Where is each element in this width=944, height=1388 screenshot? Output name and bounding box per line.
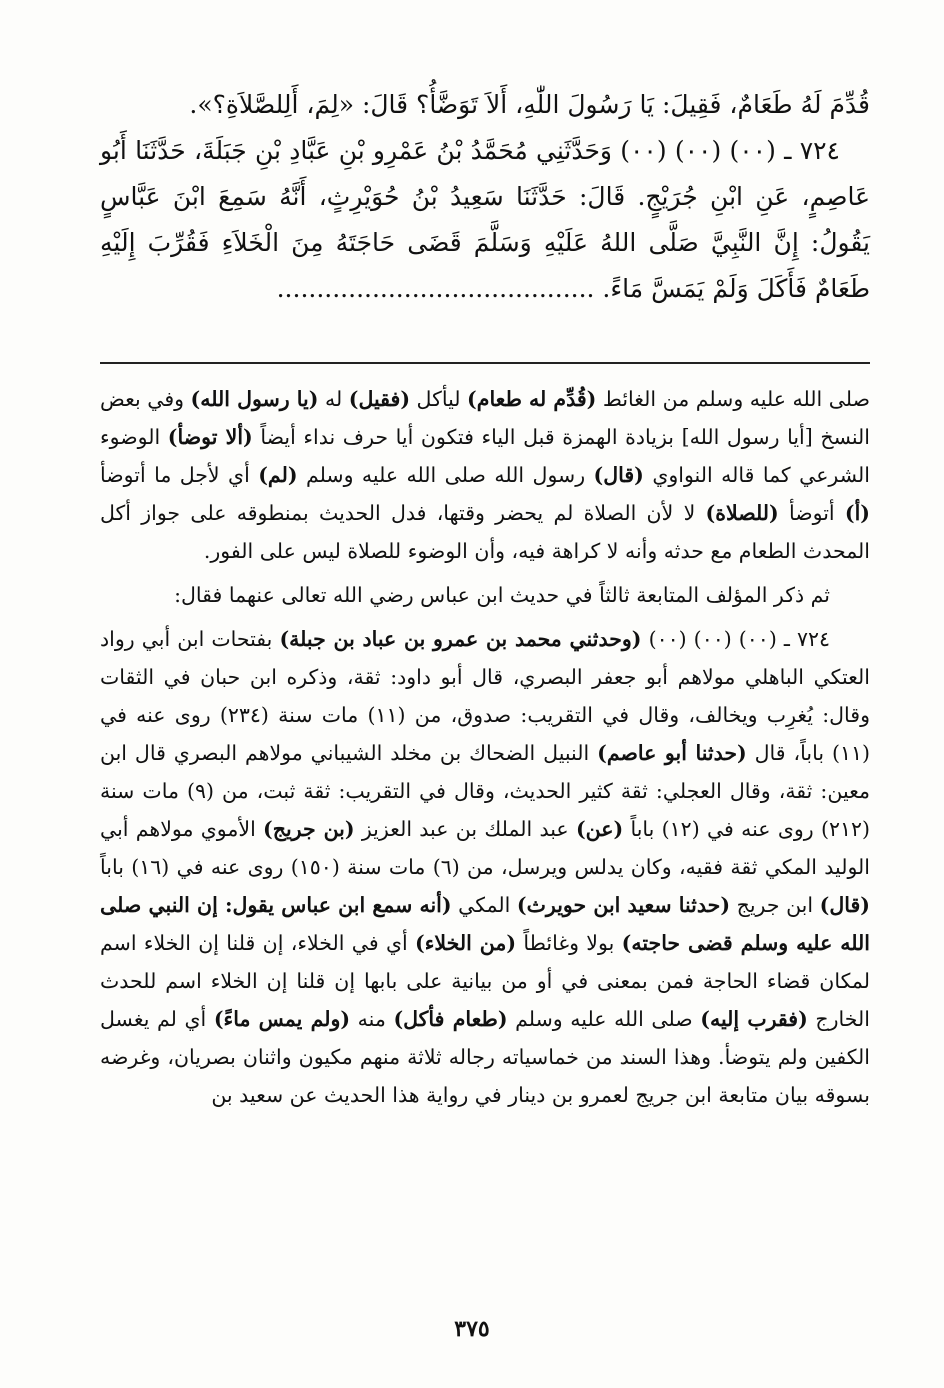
bold-quote-run: (فقيل) (348, 387, 411, 411)
bold-quote-run: (لم) (258, 463, 298, 487)
text-run: الأموي مولاهم أبي الوليد المكي ثقة فقيه، وكان يدلس ويرسل، من (٦) مات سنة (١٥٠) روى عنه في (١٦) باباً (100, 817, 870, 879)
text-run: الوضوء الشرعي كما قاله النواوي (100, 425, 870, 487)
commentary-paragraph-1 (100, 380, 870, 570)
commentary-block (100, 380, 870, 1114)
bold-quote-run: (حدثنا أبو عاصم) (597, 741, 747, 765)
bold-quote-run: (أنه سمع ابن عباس يقول: إن النبي صلى الله عليه وسلم قضى حاجته) (100, 893, 870, 955)
text-run: أي في الخلاء، إن قلنا إن الخلاء اسم لمكان قضاء الحاجة فمن بمعنى في أو من بيانية على بابها إن قلنا إن الخلاء اسم للحدث الخارج (100, 931, 870, 1031)
text-run: أتوضأ (778, 501, 845, 525)
bold-quote-run: (ألا توضأ) (167, 425, 253, 449)
text-run: صلى الله عليه وسلم من الغائط (596, 387, 871, 411)
text-run: المكي (451, 893, 517, 917)
text-run: وفي بعض النسخ [أيا رسول الله] بزيادة الهمزة قبل الياء فتكون أيا حرف نداء أيضاً (100, 387, 870, 449)
text-run: لا لأن الصلاة لم يحضر وقتها، فدل الحديث بمنطوقه على جواز أكل المحدث الطعام مع حدثه وأنه لا كراهة فيه، وأن الوضوء للصلاة ليس على الفور. (100, 501, 870, 563)
bold-quote-run: (قُدِّم له طعام) (467, 387, 597, 411)
bold-quote-run: (يا رسول الله) (190, 387, 319, 411)
text-run: ٧٢٤ ـ (٠٠) (٠٠) (٠٠) (641, 627, 831, 651)
text-run: صلى الله عليه وسلم (507, 1007, 701, 1031)
text-run: النبيل الضحاك بن مخلد الشيباني مولاهم البصري قال ابن معين: ثقة، وقال العجلي: ثقة كثير الحديث، وقال في التقريب: ثقة ثبت، من (٩) مات سنة (٢١٢) روى عنه في (١٢) باباً (100, 741, 871, 841)
text-run: بفتحات ابن أبي رواد العتكي الباهلي مولاهم أبو جعفر البصري، قال أبو داود: ثقة، وذكره ابن حبان في الثقات وقال: يُغرِب ويخالف، وقال في التقريب: صدوق، من (١١) مات سنة (٢٣٤) روى عنه في (١١) باباً، قال (100, 627, 870, 765)
text-run: أي لأجل ما أتوضأ (100, 463, 259, 487)
bold-quote-run: (من الخلاء) (415, 931, 517, 955)
commentary-paragraph-3 (100, 620, 870, 1114)
text-run: منه (350, 1007, 394, 1031)
bold-quote-run: (بن جريج) (263, 817, 355, 841)
text-run: أي لم يغسل الكفين ولم يتوضأ. وهذا السند من خماسياته رجاله ثلاثة منهم مكيون واثنان بصريان، وغرضه بسوقه بيان متابعة ابن جريج لعمرو بن دينار في رواية هذا الحديث عن سعيد بن (100, 1007, 870, 1107)
text-run: عبد الملك بن عبد العزيز (354, 817, 576, 841)
bold-quote-run: (فقرب إليه) (700, 1007, 808, 1031)
bold-quote-run: (قال) (593, 463, 644, 487)
text-run: رسول الله صلى الله عليه وسلم (297, 463, 594, 487)
footnote-separator (100, 362, 870, 364)
bold-quote-run: (أ) (844, 501, 871, 525)
bold-quote-run: (عن) (575, 817, 624, 841)
bold-quote-run: (حدثنا سعيد ابن حويرث) (516, 893, 731, 917)
bold-quote-run: (طعام فأكل) (393, 1007, 508, 1031)
hadith-line-1: قُدِّمَ لَهُ طَعَامٌ، فَقِيلَ: يَا رَسُولَ اللّٰهِ، أَلاَ تَوَضَّأُ؟ قَالَ: «لِمَ، أَلِلصَّلاَةِ؟». (189, 90, 870, 119)
text-run: ابن جريج (730, 893, 820, 917)
page-number: ٣٧٥ (454, 1316, 490, 1342)
hadith-text-block (100, 82, 870, 312)
text-run: ليأكل (410, 387, 468, 411)
bold-quote-run: (ولم يمس ماءً) (213, 1007, 351, 1031)
text-run: له (318, 387, 349, 411)
bold-quote-run: (للصلاة) (705, 501, 779, 525)
bold-quote-run: (قال) (819, 893, 870, 917)
commentary-paragraph-2: ثم ذكر المؤلف المتابعة ثالثاً في حديث ابن عباس رضي الله تعالى عنهما فقال: (174, 583, 830, 607)
text-run: بولا وغائطاً (516, 931, 622, 955)
bold-quote-run: (وحدثني محمد بن عمرو بن عباد بن جبلة) (279, 627, 642, 651)
hadith-724: ٧٢٤ ـ (٠٠) (٠٠) (٠٠) وَحَدَّثَنِي مُحَمَّدُ بْنُ عَمْرِو بْنِ عَبَّادِ بْنِ جَبَلَةَ، حَدَّثَنَا أَبُو عَاصِمٍ، عَنِ ابْنِ جُرَيْجٍ. قَالَ: حَدَّثَنَا سَعِيدُ بْنُ حُوَيْرِثٍ، أَنَّهُ سَمِعَ ابْنَ عَبَّاسٍ يَقُولُ: إِنَّ النَّبِيَّ صَلَّى اللهُ عَلَيْهِ وَسَلَّمَ قَضَى حَاجَتَهُ مِنَ الْخَلاَءِ فَقُرِّبَ إِلَيْهِ طَعَامٌ فَأَكَلَ وَلَمْ يَمَسَّ مَاءً. ........................................ (100, 136, 870, 303)
